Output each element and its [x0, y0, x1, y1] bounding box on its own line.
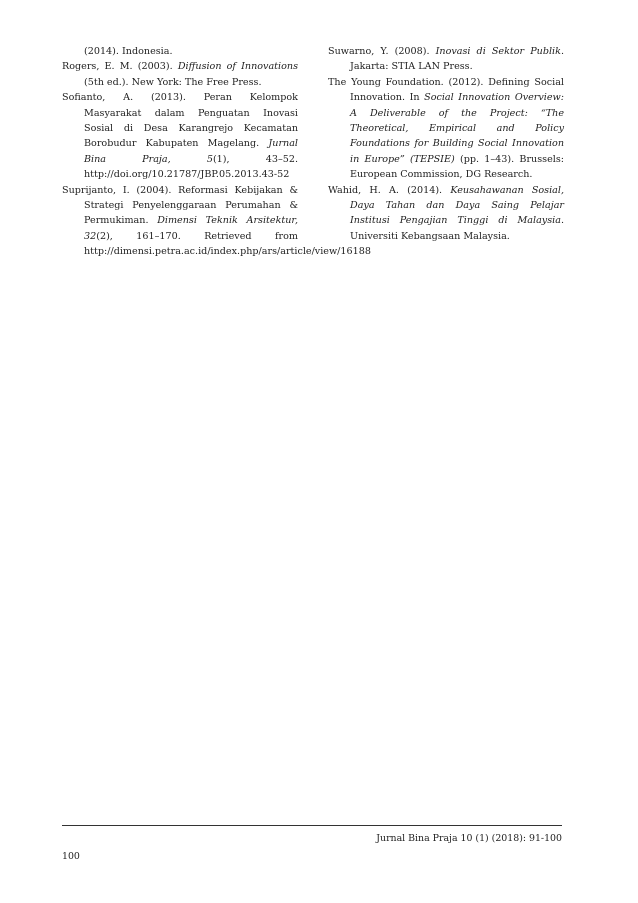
reference-entry-young	[328, 75, 564, 183]
reference-text: The Young Foundation. (2012). Defining Social Innovation. In	[328, 76, 564, 104]
reference-italic-text: Dimensi Teknik Arsitektur, 32	[84, 215, 298, 242]
page-number: 100	[62, 851, 80, 862]
reference-text: (1), 43–52. http://doi.org/10.21787/JBP.05.2013.43-52	[84, 153, 298, 181]
reference-text: (pp. 1–43). Brussels: European Commission, DG Research.	[350, 153, 564, 181]
reference-italic-text: Jurnal Bina Praja, 5	[84, 138, 298, 165]
reference-entry-sofianto	[62, 90, 298, 182]
footer-divider	[62, 825, 562, 826]
reference-italic-text: Social Innovation Overview: A Deliverable of the Project: “The Theoretical, Empirical and Policy Foundations for Building Social Innovation in Europe” (TEPSIE)	[350, 92, 564, 165]
reference-text: Suwarno, Y. (2008).	[328, 46, 436, 57]
reference-text: Suprijanto, I. (2004). Reformasi Kebijakan & Strategi Penyelenggaraan Perumahan & Permukiman.	[62, 184, 298, 227]
references-left-column	[62, 44, 371, 260]
journal-citation: Jurnal Bina Praja 10 (1) (2018): 91-100	[376, 833, 562, 844]
references-right-column	[328, 44, 564, 244]
reference-entry-cont	[62, 44, 298, 59]
reference-text: (2), 161–170. Retrieved from http://dimensi.petra.ac.id/index.php/ars/article/view/16188	[84, 230, 371, 258]
reference-italic-text: Diffusion of Innovations	[177, 61, 298, 73]
reference-entry-suprijanto	[62, 183, 371, 260]
reference-italic-text: Inovasi di Sektor Publik	[435, 46, 561, 57]
reference-text: . Jakarta: STIA LAN Press.	[350, 46, 564, 73]
reference-entry-suwarno	[328, 44, 564, 75]
reference-entry-rogers	[62, 59, 298, 90]
reference-text: Wahid, H. A. (2014).	[328, 184, 451, 196]
reference-italic-text: Keusahawanan Sosial, Daya Tahan dan Daya Saing Pelajar Institusi Pengajian Tinggi di Malaysia	[350, 184, 564, 227]
reference-entry-wahid	[328, 183, 564, 245]
reference-text: . Universiti Kebangsaan Malaysia.	[350, 215, 564, 242]
reference-text: (5th ed.). New York: The Free Press.	[84, 76, 262, 88]
reference-text: Sofianto, A. (2013). Peran Kelompok Masyarakat dalam Penguatan Inovasi Sosial di Desa Karangrejo Kecamatan Borobudur Kabupaten Magelang.	[62, 92, 298, 150]
reference-text: (2014). Indonesia.	[84, 46, 173, 57]
reference-text: Rogers, E. M. (2003).	[62, 61, 178, 73]
